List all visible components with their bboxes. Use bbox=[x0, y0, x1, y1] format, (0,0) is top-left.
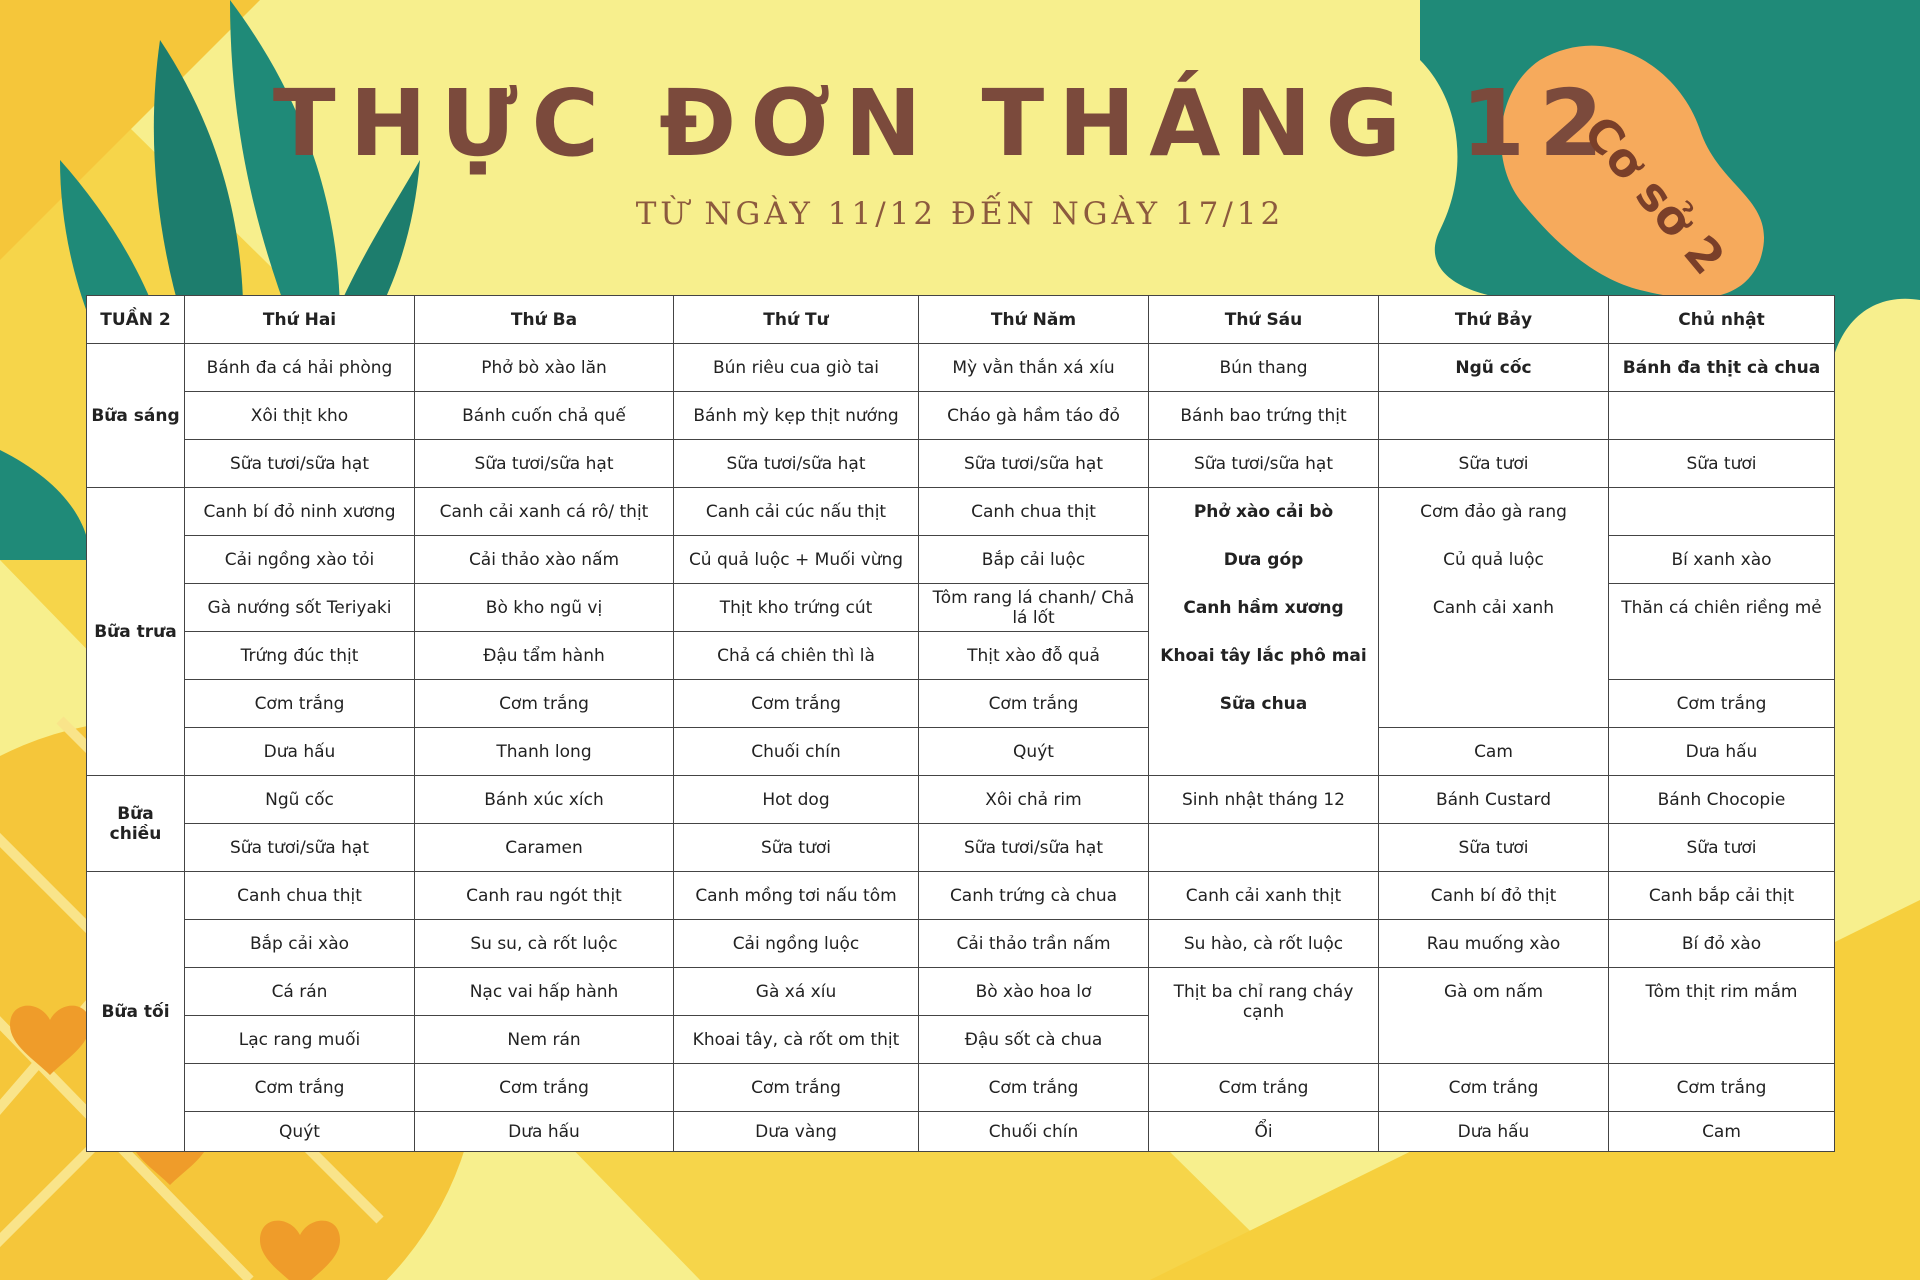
day-header: Chủ nhật bbox=[1609, 296, 1835, 344]
menu-cell: Nem rán bbox=[415, 1016, 674, 1064]
menu-cell: Bánh cuốn chả quế bbox=[415, 392, 674, 440]
menu-cell: Sữa tươi bbox=[1379, 824, 1609, 872]
meal-label-afternoon: Bữa chiều bbox=[87, 776, 185, 872]
day-header: Thứ Hai bbox=[185, 296, 415, 344]
menu-cell: Nạc vai hấp hành bbox=[415, 968, 674, 1016]
menu-cell: Bánh đa cá hải phòng bbox=[185, 344, 415, 392]
menu-cell: Cơm trắng bbox=[1609, 680, 1835, 728]
table-row bbox=[87, 776, 1835, 824]
table-row bbox=[87, 728, 1835, 776]
menu-cell: Sữa tươi/sữa hạt bbox=[1149, 440, 1379, 488]
menu-cell: Dưa vàng bbox=[674, 1112, 919, 1152]
menu-cell: Hot dog bbox=[674, 776, 919, 824]
menu-cell: Phở bò xào lăn bbox=[415, 344, 674, 392]
menu-cell: Su su, cà rốt luộc bbox=[415, 920, 674, 968]
menu-cell: Bắp cải xào bbox=[185, 920, 415, 968]
menu-cell: Rau muống xào bbox=[1379, 920, 1609, 968]
table-row bbox=[87, 488, 1835, 536]
menu-cell: Sữa tươi/sữa hạt bbox=[919, 440, 1149, 488]
menu-cell: Gà nướng sốt Teriyaki bbox=[185, 584, 415, 632]
saturday-lunch-cell bbox=[1379, 488, 1609, 728]
table-row bbox=[87, 1112, 1835, 1152]
menu-cell: Cải thảo trần nấm bbox=[919, 920, 1149, 968]
menu-cell: Cơm trắng bbox=[185, 1064, 415, 1112]
menu-cell: Canh chua thịt bbox=[919, 488, 1149, 536]
menu-cell: Canh trứng cà chua bbox=[919, 872, 1149, 920]
menu-cell: Caramen bbox=[415, 824, 674, 872]
menu-item: Củ quả luộc bbox=[1443, 550, 1544, 570]
menu-cell: Cơm trắng bbox=[1379, 1064, 1609, 1112]
menu-cell: Củ quả luộc + Muối vừng bbox=[674, 536, 919, 584]
menu-cell: Cơm trắng bbox=[415, 1064, 674, 1112]
date-range-subtitle: TỪ NGÀY 11/12 ĐẾN NGÀY 17/12 bbox=[635, 196, 1285, 232]
menu-cell: Canh mồng tơi nấu tôm bbox=[674, 872, 919, 920]
menu-cell bbox=[1609, 488, 1835, 536]
menu-cell: Bún thang bbox=[1149, 344, 1379, 392]
day-header: Thứ Tư bbox=[674, 296, 919, 344]
menu-item: Canh cải xanh bbox=[1432, 598, 1555, 618]
menu-cell: Đậu tẩm hành bbox=[415, 632, 674, 680]
menu-cell: Canh chua thịt bbox=[185, 872, 415, 920]
table-row bbox=[87, 920, 1835, 968]
menu-cell: Quýt bbox=[919, 728, 1149, 776]
day-header: Thứ Năm bbox=[919, 296, 1149, 344]
menu-cell bbox=[1149, 824, 1379, 872]
menu-cell: Sinh nhật tháng 12 bbox=[1149, 776, 1379, 824]
menu-cell: Canh cải cúc nấu thịt bbox=[674, 488, 919, 536]
menu-cell: Canh bắp cải thịt bbox=[1609, 872, 1835, 920]
menu-cell: Bánh mỳ kẹp thịt nướng bbox=[674, 392, 919, 440]
menu-cell: Ngũ cốc bbox=[1379, 344, 1609, 392]
menu-cell: Xôi thịt kho bbox=[185, 392, 415, 440]
menu-item: Phở xào cải bò bbox=[1193, 502, 1334, 522]
menu-cell: Xôi chả rim bbox=[919, 776, 1149, 824]
day-header: Thứ Ba bbox=[415, 296, 674, 344]
menu-cell: Su hào, cà rốt luộc bbox=[1149, 920, 1379, 968]
menu-item: Khoai tây lắc phô mai bbox=[1160, 646, 1367, 666]
table-row bbox=[87, 344, 1835, 392]
menu-cell: Bí đỏ xào bbox=[1609, 920, 1835, 968]
menu-cell: Bún riêu cua giò tai bbox=[674, 344, 919, 392]
menu-cell: Bánh Custard bbox=[1379, 776, 1609, 824]
menu-cell: Bánh Chocopie bbox=[1609, 776, 1835, 824]
menu-cell: Ổi bbox=[1149, 1112, 1379, 1152]
menu-cell: Tôm rang lá chanh/ Chả lá lốt bbox=[919, 584, 1149, 632]
menu-cell: Bò kho ngũ vị bbox=[415, 584, 674, 632]
menu-cell: Cơm trắng bbox=[415, 680, 674, 728]
menu-cell: Bánh bao trứng thịt bbox=[1149, 392, 1379, 440]
menu-cell: Gà xá xíu bbox=[674, 968, 919, 1016]
menu-cell: Mỳ vằn thắn xá xíu bbox=[919, 344, 1149, 392]
day-header: Thứ Bảy bbox=[1379, 296, 1609, 344]
menu-cell: Cá rán bbox=[185, 968, 415, 1016]
menu-cell: Sữa tươi/sữa hạt bbox=[919, 824, 1149, 872]
menu-cell: Chuối chín bbox=[674, 728, 919, 776]
menu-cell: Cơm trắng bbox=[674, 1064, 919, 1112]
week-label: TUẦN 2 bbox=[87, 296, 185, 344]
menu-cell bbox=[1379, 392, 1609, 440]
menu-cell: Sữa tươi/sữa hạt bbox=[415, 440, 674, 488]
table-row bbox=[87, 1064, 1835, 1112]
menu-cell: Gà om nấm bbox=[1379, 968, 1609, 1064]
menu-cell: Quýt bbox=[185, 1112, 415, 1152]
menu-cell: Thịt ba chỉ rang cháy cạnh bbox=[1149, 968, 1379, 1064]
menu-cell: Tôm thịt rim mắm bbox=[1609, 968, 1835, 1064]
menu-cell: Sữa tươi/sữa hạt bbox=[185, 824, 415, 872]
menu-cell: Sữa tươi bbox=[674, 824, 919, 872]
menu-cell: Dưa hấu bbox=[1609, 728, 1835, 776]
table-header-row bbox=[87, 296, 1835, 344]
menu-cell: Đậu sốt cà chua bbox=[919, 1016, 1149, 1064]
friday-lunch-cell bbox=[1149, 488, 1379, 776]
menu-cell: Sữa tươi bbox=[1379, 440, 1609, 488]
menu-cell: Cải ngồng xào tỏi bbox=[185, 536, 415, 584]
menu-cell: Bánh xúc xích bbox=[415, 776, 674, 824]
menu-cell: Cơm trắng bbox=[185, 680, 415, 728]
table-row bbox=[87, 872, 1835, 920]
table-row bbox=[87, 392, 1835, 440]
menu-cell: Cơm trắng bbox=[1609, 1064, 1835, 1112]
menu-cell: Bí xanh xào bbox=[1609, 536, 1835, 584]
menu-cell: Bánh đa thịt cà chua bbox=[1609, 344, 1835, 392]
menu-cell: Sữa tươi bbox=[1609, 440, 1835, 488]
menu-cell: Canh bí đỏ ninh xương bbox=[185, 488, 415, 536]
menu-cell: Bò xào hoa lơ bbox=[919, 968, 1149, 1016]
menu-cell: Bắp cải luộc bbox=[919, 536, 1149, 584]
menu-cell: Canh bí đỏ thịt bbox=[1379, 872, 1609, 920]
menu-cell: Cháo gà hầm táo đỏ bbox=[919, 392, 1149, 440]
menu-cell: Canh rau ngót thịt bbox=[415, 872, 674, 920]
table-row bbox=[87, 968, 1835, 1016]
menu-cell: Chả cá chiên thì là bbox=[674, 632, 919, 680]
menu-cell: Ngũ cốc bbox=[185, 776, 415, 824]
menu-cell: Cơm trắng bbox=[919, 680, 1149, 728]
menu-cell: Trứng đúc thịt bbox=[185, 632, 415, 680]
menu-cell: Cơm trắng bbox=[1149, 1064, 1379, 1112]
menu-cell: Cơm trắng bbox=[674, 680, 919, 728]
campus-label: Cơ sở 2 bbox=[1572, 105, 1736, 285]
menu-cell: Cơm trắng bbox=[919, 1064, 1149, 1112]
meal-label-lunch: Bữa trưa bbox=[87, 488, 185, 776]
menu-cell: Thịt xào đỗ quả bbox=[919, 632, 1149, 680]
menu-cell: Dưa hấu bbox=[1379, 1112, 1609, 1152]
meal-label-dinner: Bữa tối bbox=[87, 872, 185, 1152]
page-title: THỰC ĐƠN THÁNG 12 bbox=[272, 70, 1618, 177]
menu-cell: Khoai tây, cà rốt om thịt bbox=[674, 1016, 919, 1064]
menu-table bbox=[86, 295, 1835, 1152]
menu-cell: Dưa hấu bbox=[415, 1112, 674, 1152]
table-row bbox=[87, 440, 1835, 488]
menu-cell: Cải ngồng luộc bbox=[674, 920, 919, 968]
menu-cell: Thăn cá chiên riềng mẻ bbox=[1609, 584, 1835, 680]
menu-cell: Sữa tươi bbox=[1609, 824, 1835, 872]
menu-item: Dưa góp bbox=[1223, 550, 1304, 570]
menu-cell: Canh cải xanh thịt bbox=[1149, 872, 1379, 920]
menu-cell: Cam bbox=[1609, 1112, 1835, 1152]
menu-cell bbox=[1609, 392, 1835, 440]
menu-item: Sữa chua bbox=[1219, 694, 1308, 714]
menu-cell: Sữa tươi/sữa hạt bbox=[674, 440, 919, 488]
table-row bbox=[87, 824, 1835, 872]
menu-cell: Canh cải xanh cá rô/ thịt bbox=[415, 488, 674, 536]
menu-item: Cơm đảo gà rang bbox=[1420, 502, 1567, 522]
menu-cell: Chuối chín bbox=[919, 1112, 1149, 1152]
menu-cell: Sữa tươi/sữa hạt bbox=[185, 440, 415, 488]
menu-cell: Cải thảo xào nấm bbox=[415, 536, 674, 584]
menu-cell: Cam bbox=[1379, 728, 1609, 776]
menu-cell: Thanh long bbox=[415, 728, 674, 776]
meal-label-breakfast: Bữa sáng bbox=[87, 344, 185, 488]
day-header: Thứ Sáu bbox=[1149, 296, 1379, 344]
menu-item: Canh hầm xương bbox=[1183, 598, 1344, 618]
menu-cell: Dưa hấu bbox=[185, 728, 415, 776]
menu-cell: Lạc rang muối bbox=[185, 1016, 415, 1064]
menu-cell: Thịt kho trứng cút bbox=[674, 584, 919, 632]
